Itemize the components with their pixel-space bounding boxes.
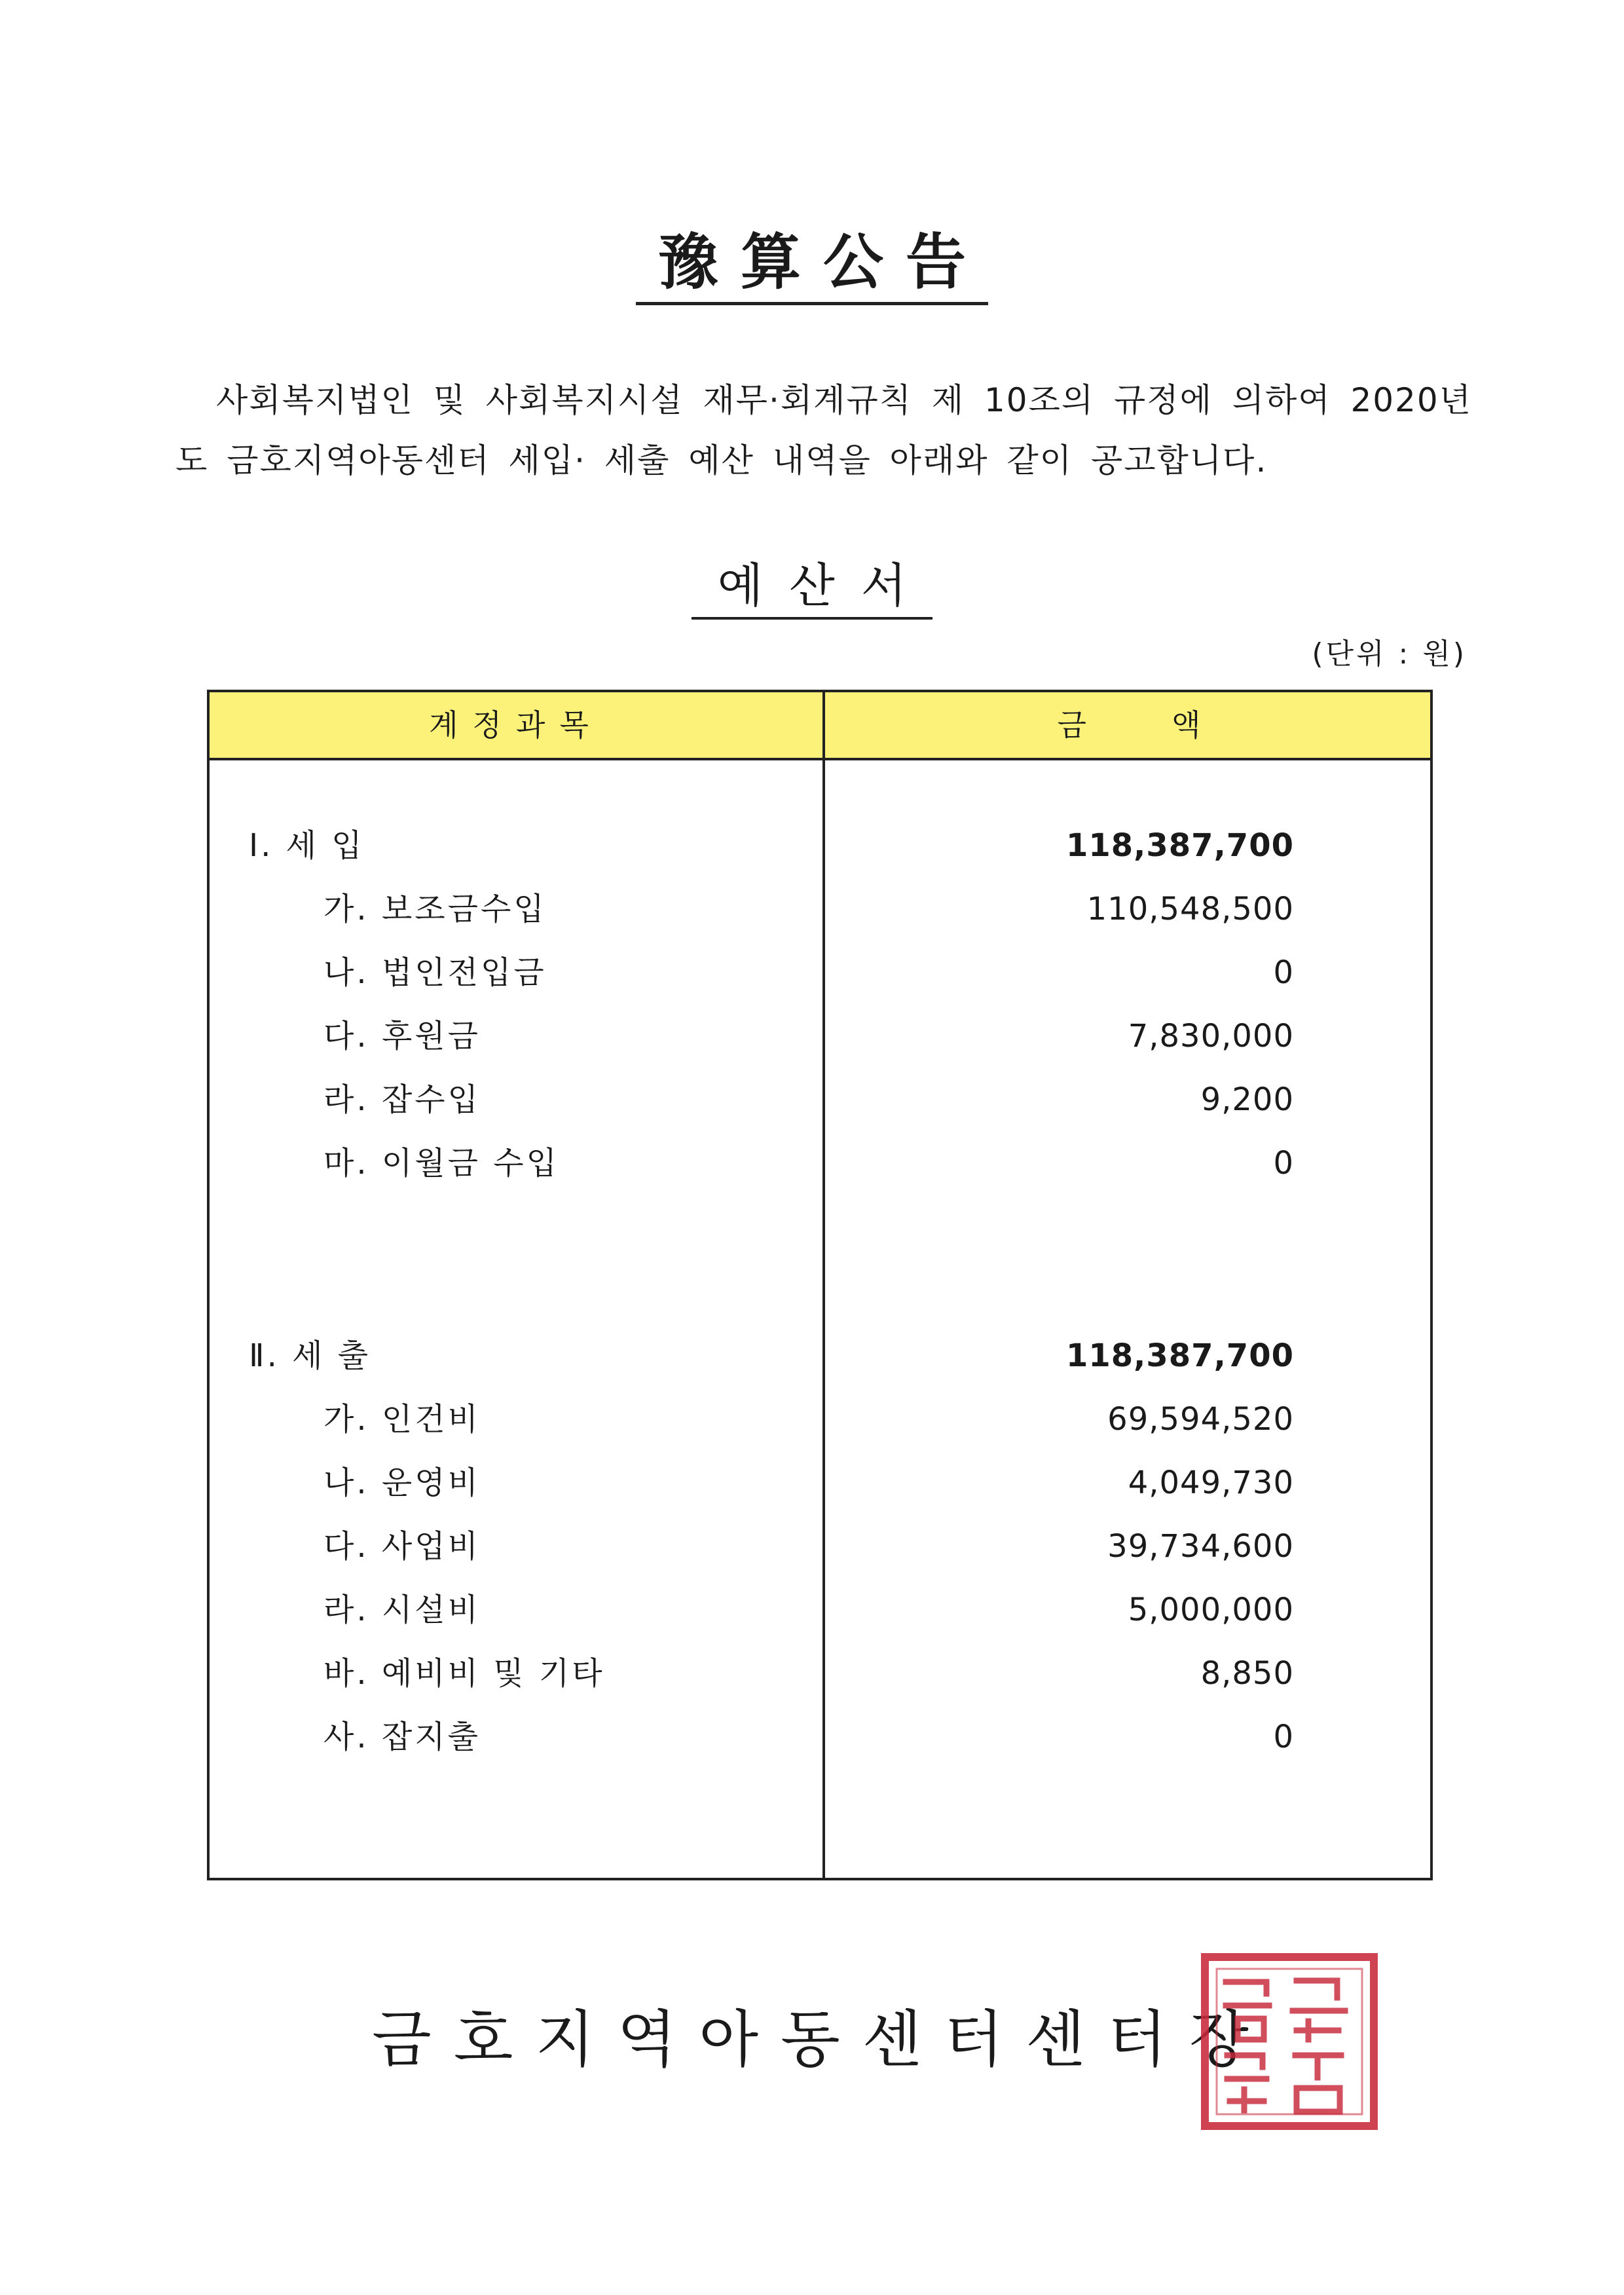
row-label: 가. 보조금수입 [323,891,547,927]
intro-paragraph: 사회복지법인 및 사회복지시설 재무·회계규칙 제 10조의 규정에 의하여 2020년도 금호지역아동센터 세입· 세출 예산 내역을 아래와 같이 공고합니다. [175,381,1472,479]
table-row [210,1005,1430,1068]
seal-icon [1198,1950,1380,2133]
table-row [210,814,1430,877]
row-label: 사. 잡지출 [323,1719,481,1755]
row-amount: 4,049,730 [1128,1465,1294,1501]
header-amount: 금액 [1057,707,1286,743]
row-label: 다. 사업비 [323,1528,481,1565]
row-label: 나. 법인전입금 [323,954,547,991]
row-label: 다. 후원금 [323,1018,481,1054]
table-row [210,941,1430,1004]
row-amount: 110,548,500 [1086,891,1294,927]
row-amount: 0 [1273,954,1294,991]
table-row [210,1515,1430,1578]
row-label: Ⅱ. 세 출 [249,1337,371,1374]
table-row [210,1132,1430,1195]
row-label: 라. 잡수입 [323,1081,481,1118]
table-row [210,1706,1430,1768]
table-row [210,1642,1430,1705]
table-row [210,878,1430,941]
row-amount: 39,734,600 [1107,1528,1294,1565]
row-amount: 9,200 [1200,1081,1294,1118]
row-label: 마. 이월금 수입 [323,1145,559,1182]
row-label: Ⅰ. 세 입 [249,827,365,864]
table-row [210,1451,1430,1514]
row-amount: 118,387,700 [1065,1337,1294,1374]
unit-note: (단위 : 원) [1312,637,1467,671]
row-amount: 8,850 [1200,1655,1294,1692]
row-label: 바. 예비비 및 기타 [323,1655,605,1692]
row-amount: 69,594,520 [1107,1401,1294,1438]
row-label: 가. 인건비 [323,1401,481,1438]
row-label: 라. 시설비 [323,1592,481,1628]
table-row [210,1068,1430,1131]
table-row [210,1388,1430,1451]
row-amount: 118,387,700 [1065,827,1294,864]
table-row [210,1578,1430,1641]
row-amount: 0 [1273,1145,1294,1182]
header-account: 계정과목 [429,707,603,743]
row-amount: 5,000,000 [1128,1592,1294,1628]
table-header [210,692,1430,760]
budget-statement-title [0,555,1624,620]
document-title [0,226,1624,305]
budget-statement-title-text: 예산서 [692,555,933,620]
signatory-name: 금호지역아동센터센터장 [372,2004,1271,2076]
document-title-text: 豫算公告 [636,226,988,305]
budget-table [207,690,1433,1880]
row-amount: 0 [1273,1719,1294,1755]
table-row [210,1324,1430,1387]
row-amount: 7,830,000 [1128,1018,1294,1054]
row-label: 나. 운영비 [323,1465,481,1501]
